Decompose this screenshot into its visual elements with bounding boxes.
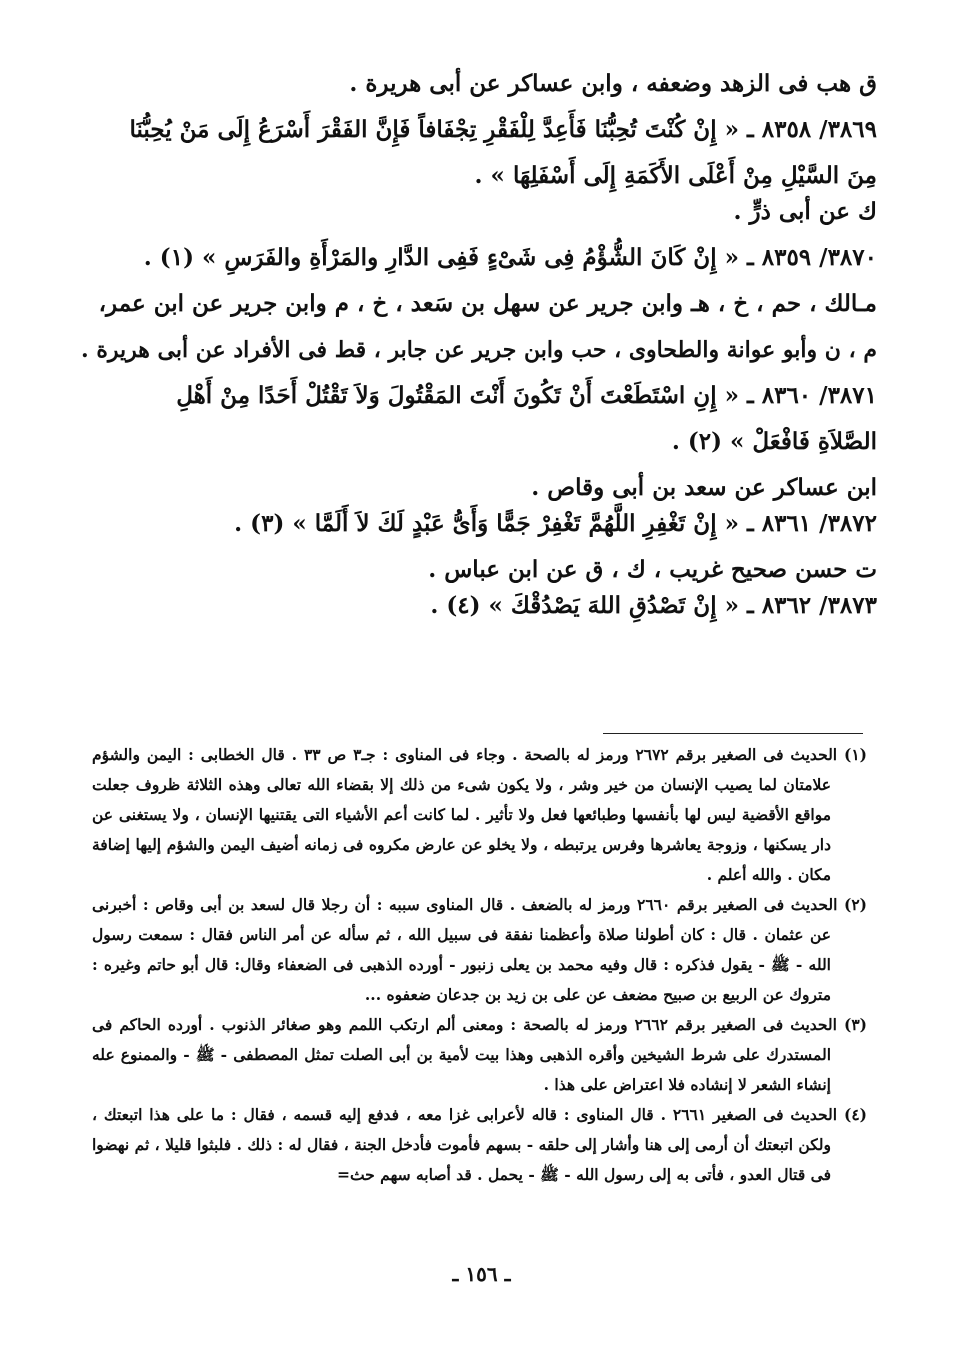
hadith-line: ٣٨٦٩/ ٨٣٥٨ ـ « إِنْ كُنْتَ تُحِبُّنَا فَأَعِدَّ لِلْفَقْرِ تِجْفَافاً فَإِنَّ الفَقْرَ أَسْرَعُ إِلَى مَنْ يُحِبُّنَا bbox=[129, 116, 877, 143]
text-line: ق هب فى الزهد وضعفه ، وابن عساكر عن أبى هريرة . bbox=[349, 70, 877, 97]
footnote-2: (٢) الحديث فى الصغير برقم ٢٦٦٠ ورمز له بالضعف . قال المناوى سببه : أن رجلا قال لسعد بن أبى وقاص : أخبرنى عن عثمان . قال : كان أطولنا صلاة وأعظمنا نفقة فى سبيل الله ، ثم سأله عن أمر الناس فقال : سمعت رسول الله - ﷺ - يقول فذكره : قال وفيه محمد بن يعلى زنبور - أورده الذهبى فى الضعفاء وقال: قال أبو حاتم وغيره : متروك عن الربيع بن صبيح مضعف عن على بن زيد بن جدعان ضعفوه ... bbox=[92, 895, 867, 1004]
footnote-divider bbox=[603, 733, 863, 734]
hadith-line: الصَّلاَةِ فَافْعَلْ » (٢) . bbox=[671, 428, 877, 455]
text-line: مـالك ، حم ، خ ، هـ وابن جرير عن سهل بن سَعد ، خ ، م وابن جرير عن ابن عمر، bbox=[98, 290, 877, 317]
text-line: م ، ن وأبو عوانة والطحاوى ، حب وابن جرير عن جابر ، قط فى الأفراد عن أبى هريرة . bbox=[81, 337, 877, 363]
hadith-line: ٣٨٧٠/ ٨٣٥٩ ـ « إِنْ كَانَ الشُّؤْمُ فِى شَىْءٍ فَفِى الدَّارِ والمَرْأَةِ والفَرَسِ » (١) . bbox=[143, 244, 877, 271]
footnote-3: (٣) الحديث فى الصغير برقم ٢٦٦٢ ورمز له بالصحة : ومعنى ألم ارتكب اللمم وهو صغائر الذنوب . أورده الحاكم فى المستدرك على شرط الشيخين وأقره الذهبى وهذا بيت لأمية بن أبى الصلت تمثل المصطفى - ﷺ - والممنوع عله إنشاء الشعر لا إنشاده فلا اعتراض على هذا . bbox=[92, 1015, 867, 1094]
hadith-line: ٣٨٧١/ ٨٣٦٠ ـ « إِنِ اسْتَطَعْتَ أَنْ تَكُونَ أَنْتَ المَقْتُولَ وَلاَ تَقْتُلْ أَحَدًا مِنْ أَهْلِ bbox=[176, 382, 877, 409]
page-number: ـ ١٥٦ ـ bbox=[452, 1262, 511, 1286]
footnote-4: (٤) الحديث فى الصغير ٢٦٦١ . قال المناوى : قاله لأعرابى غزا معه ، فدفع إليه قسمه ، فقال : ما على هذا اتبعتك ، ولكن اتبعتك أن أرمى إلى هنا وأشار إلى حلقه - بسهم فأموت فأدخل الجنة ، فقال له : ذلك . فلبثوا قليلا ، ثم نهضوا فى قتال العدو ، فأتى به إلى رسول الله - ﷺ - يحمل . قد أصابه سهم حث= bbox=[92, 1105, 867, 1184]
footnotes bbox=[92, 740, 867, 1190]
text-line: ت حسن صحيح غريب ، ك ، ق عن ابن عباس . bbox=[428, 556, 877, 583]
hadith-line: ٣٨٧٣/ ٨٣٦٢ ـ « إِنْ تَصْدُقِ اللهَ يَصْدُقْكَ » (٤) . bbox=[430, 592, 877, 619]
text-line: ابن عساكر عن سعد بن أبى وقاص . bbox=[531, 474, 877, 501]
text-line: ك عن أبى ذرٍّ . bbox=[733, 198, 877, 225]
hadith-line: ٣٨٧٢/ ٨٣٦١ ـ « إِنْ تَغْفِرِ اللَّهُمَّ تَغْفِرْ جَمًّا وَأَىُّ عَبْدٍ لَكَ لاَ أَلَمَّا » (٣) . bbox=[234, 510, 877, 537]
hadith-line: مِنَ السَّيْلِ مِنْ أَعْلَى الأَكَمَةِ إِلَى أَسْفَلِهَا » . bbox=[474, 162, 877, 189]
footnote-1: (١) الحديث فى الصغير برقم ٢٦٧٢ ورمز له بالصحة . وجاء فى المناوى : جـ٣ ص ٣٣ . قال الخطابى : اليمن والشؤم علامتان لما يصيب الإنسان من خير وشر ، ولا يكون شىء من ذلك إلا بقضاء الله تعالى وهذه الثلاثة ظروف جعلت مواقع الأقضية ليس لها بأنفسها وطبائعها فعل ولا تأثير . لما كانت أعم الأشياء التى يقتنيها الإنسان ، ولا يستغنى عن دار يسكنها ، وزوجة يعاشرها وفرس يرتبطه ، ولا يخلو عن عارض مكروه فى زمانه أضيف اليمن والشؤم إليها إضافة مكان . والله أعلم . bbox=[92, 745, 867, 884]
main-text bbox=[78, 66, 877, 624]
